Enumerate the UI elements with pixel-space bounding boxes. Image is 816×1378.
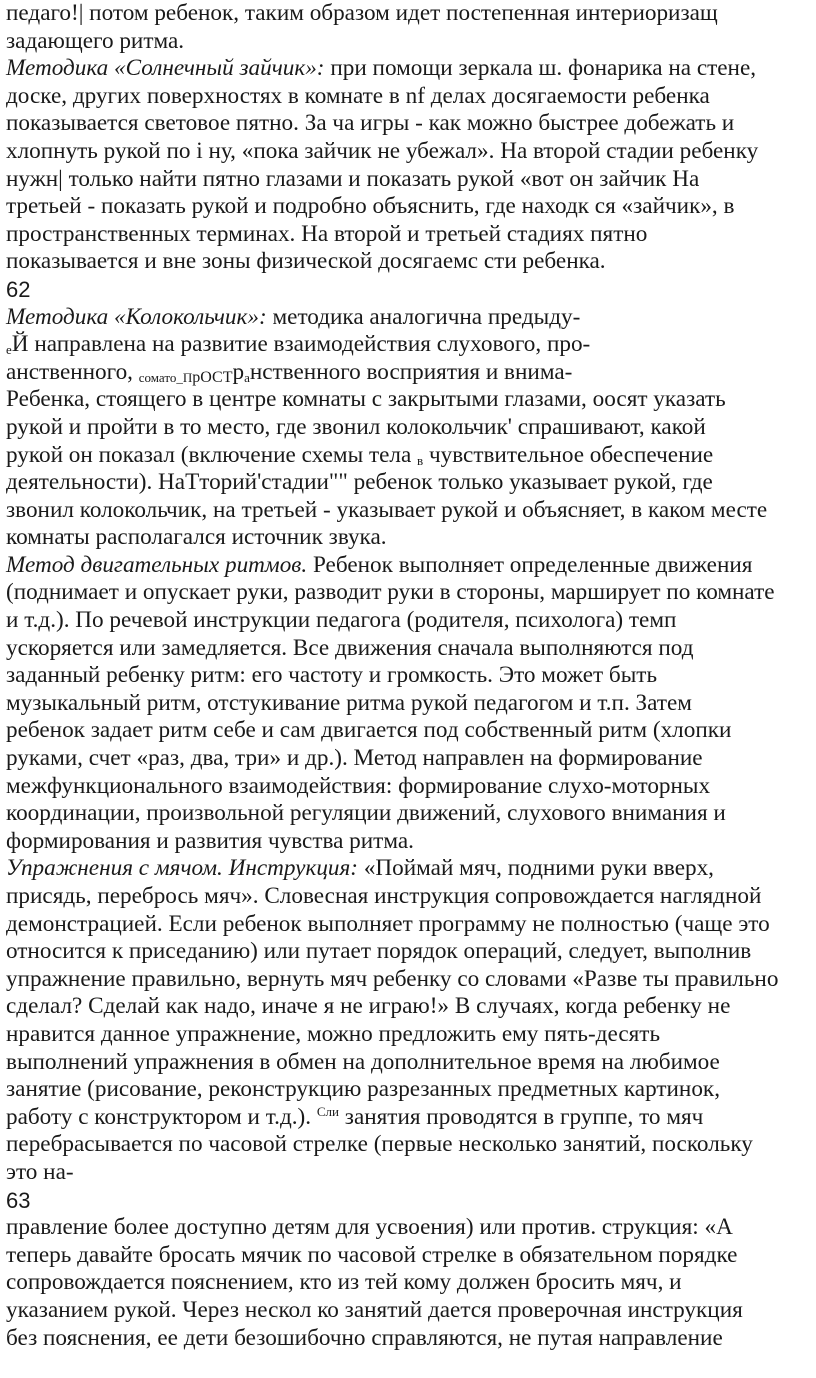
text-line: педаго!| потом ребенок, таким образом идет постепенная интериоризащ bbox=[6, 0, 718, 26]
subscript-fragment: а bbox=[244, 369, 250, 385]
paragraph-start-line bbox=[6, 55, 814, 83]
text-line: это на- bbox=[6, 1158, 74, 1185]
text-fragment: «Поймай мяч, подними руки вверх, bbox=[358, 855, 714, 882]
text-fragment: р bbox=[232, 358, 245, 385]
text-line: координации, произвольной регуляции движений, слухового внимания и bbox=[6, 800, 726, 827]
text-fragment: рукой он показал (включение схемы тела bbox=[6, 441, 418, 468]
text-line: нравится данное упражнение, можно предложить ему пять-десять bbox=[6, 1020, 661, 1047]
text-line: теперь давайте бросать мячик по часовой стрелке в обязательном порядке bbox=[6, 1241, 738, 1268]
text-fragment: методика аналогична предыду- bbox=[266, 303, 581, 330]
text-line: сделал? Сделай как надо, иначе я не играю!» В случаях, когда ребенку не bbox=[6, 993, 731, 1020]
text-line: хлопнуть рукой по i ну, «пока зайчик не убежал». На второй стадии ребенку bbox=[6, 137, 759, 164]
text-fragment: работу с конструктором и т.д.). bbox=[6, 1103, 317, 1130]
text-line bbox=[6, 1104, 814, 1132]
subscript-fragment: е bbox=[6, 342, 12, 358]
text-line: руками, счет «раз, два, три» и др.). Метод направлен на формирование bbox=[6, 745, 703, 772]
paragraph-start-line bbox=[6, 552, 814, 580]
method-title: Метод двигательных ритмов. bbox=[6, 551, 308, 578]
text-line: и т.д.). По речевой инструкции педагога (родителя, психолога) темп bbox=[6, 607, 677, 634]
text-line: музыкальный ритм, отстукивание ритма рукой педагогом и т.п. Затем bbox=[6, 689, 692, 716]
paragraph-start-line bbox=[6, 304, 814, 332]
text-line: показывается световое пятно. За ча игры - как можно быстрее добежать и bbox=[6, 110, 735, 137]
text-line: рукой и пройти в то место, где звонил колокольчик' спрашивают, какой bbox=[6, 413, 706, 440]
text-line: присядь, перебрось мяч». Словесная инструкция сопровождается наглядной bbox=[6, 883, 762, 909]
text-line: ускоряется или замедляется. Все движения сначала выполняются под bbox=[6, 634, 694, 661]
text-line: относится к приседанию) или путает порядок операций, следует, выполнив bbox=[6, 938, 752, 965]
text-line: пространственных терминах. На второй и третьей стадиях пятно bbox=[6, 220, 648, 247]
text-line: занятие (рисование, реконструкцию разрезанных предметных картинок, bbox=[6, 1076, 720, 1103]
method-title: Методика «Колокольчик»: bbox=[6, 303, 267, 330]
method-title: Методика «Солнечный зайчик»: bbox=[6, 55, 325, 82]
text-line: доске, других поверхностях в комнате в nf делах досягаемости ребенка bbox=[6, 82, 710, 109]
text-line: задающего ритма. bbox=[6, 27, 185, 54]
text-fragment: анственного, bbox=[6, 358, 139, 385]
text-line: третьей - показать рукой и подробно объяснить, где находк ся «зайчик», в bbox=[6, 193, 735, 220]
text-fragment: занятия проводятся в группе, то мяч bbox=[338, 1103, 704, 1130]
text-line: указанием рукой. Через нескол ко занятий дается проверочная инструкция bbox=[6, 1296, 743, 1323]
text-line bbox=[6, 359, 814, 387]
text-fragment: при помощи зеркала ш. фонарика на стене, bbox=[324, 55, 757, 82]
page-number: 63 bbox=[6, 1187, 31, 1213]
text-line: формирования и развития чувства ритма. bbox=[6, 827, 414, 854]
text-line: демонстрацией. Если ребенок выполняет программу не полностью (чаще это bbox=[6, 910, 770, 937]
superscript-fragment: Сли bbox=[316, 1103, 339, 1119]
text-line: перебрасывается по часовой стрелке (первые несколько занятий, поскольку bbox=[6, 1131, 753, 1158]
text-line: комнаты располагался источник звука. bbox=[6, 524, 387, 551]
text-line bbox=[6, 331, 814, 359]
text-line: выполнений упражнения в обмен на дополнительное время на любимое bbox=[6, 1048, 720, 1075]
text-fragment: нственного восприятия и внима- bbox=[249, 358, 573, 385]
text-fragment: чувствительное обеспечение bbox=[423, 441, 714, 468]
subscript-fragment: в bbox=[417, 452, 424, 468]
text-line: звонил колокольчик, на третьей - указывает рукой и объясняет, в каком месте bbox=[6, 496, 768, 523]
text-line: (поднимает и опускает руки, разводит руки в стороны, марширует по комнате bbox=[6, 579, 775, 606]
small-fragment: рОСТ bbox=[192, 368, 233, 386]
document-page bbox=[6, 0, 814, 1352]
text-line: ребенок задает ритм себе и сам двигается под собственный ритм (хлопки bbox=[6, 717, 732, 744]
text-line: без пояснения, ее дети безошибочно справляются, не путая направление bbox=[6, 1324, 723, 1351]
method-title: Упражнения с мячом. Инструкция: bbox=[6, 855, 359, 882]
text-line: заданный ребенку ритм: его частоту и громкость. Это может быть bbox=[6, 662, 658, 689]
text-line bbox=[6, 442, 814, 470]
text-fragment: Ребенок выполняет определенные движения bbox=[307, 551, 753, 578]
text-line: показывается и вне зоны физической досягаемс сти ребенка. bbox=[6, 248, 606, 275]
text-line: межфункционального взаимодействия: формирование слухо-моторных bbox=[6, 772, 711, 799]
text-line: деятельности). НаТторий'стадии"" ребенок только указывает рукой, где bbox=[6, 469, 713, 496]
page-number: 62 bbox=[6, 276, 31, 302]
text-line: правление более доступно детям для усвоения) или против. струкция: «А bbox=[6, 1214, 733, 1241]
text-line: Ребенка, стоящего в центре комнаты с закрытыми глазами, оосят указать bbox=[6, 386, 726, 413]
paragraph-start-line bbox=[6, 855, 814, 883]
subscript-fragment: сомато_П bbox=[138, 369, 193, 385]
text-line: сопровождается пояснением, кто из тей кому должен бросить мяч, и bbox=[6, 1269, 682, 1296]
text-line: упражнение правильно, вернуть мяч ребенку со словами «Разве ты правильно bbox=[6, 965, 779, 992]
text-line: нужн| только найти пятно глазами и показать рукой «вот он зайчик На bbox=[6, 165, 700, 192]
text-fragment: Й направлена на развитие взаимодействия слухового, про- bbox=[11, 331, 591, 358]
